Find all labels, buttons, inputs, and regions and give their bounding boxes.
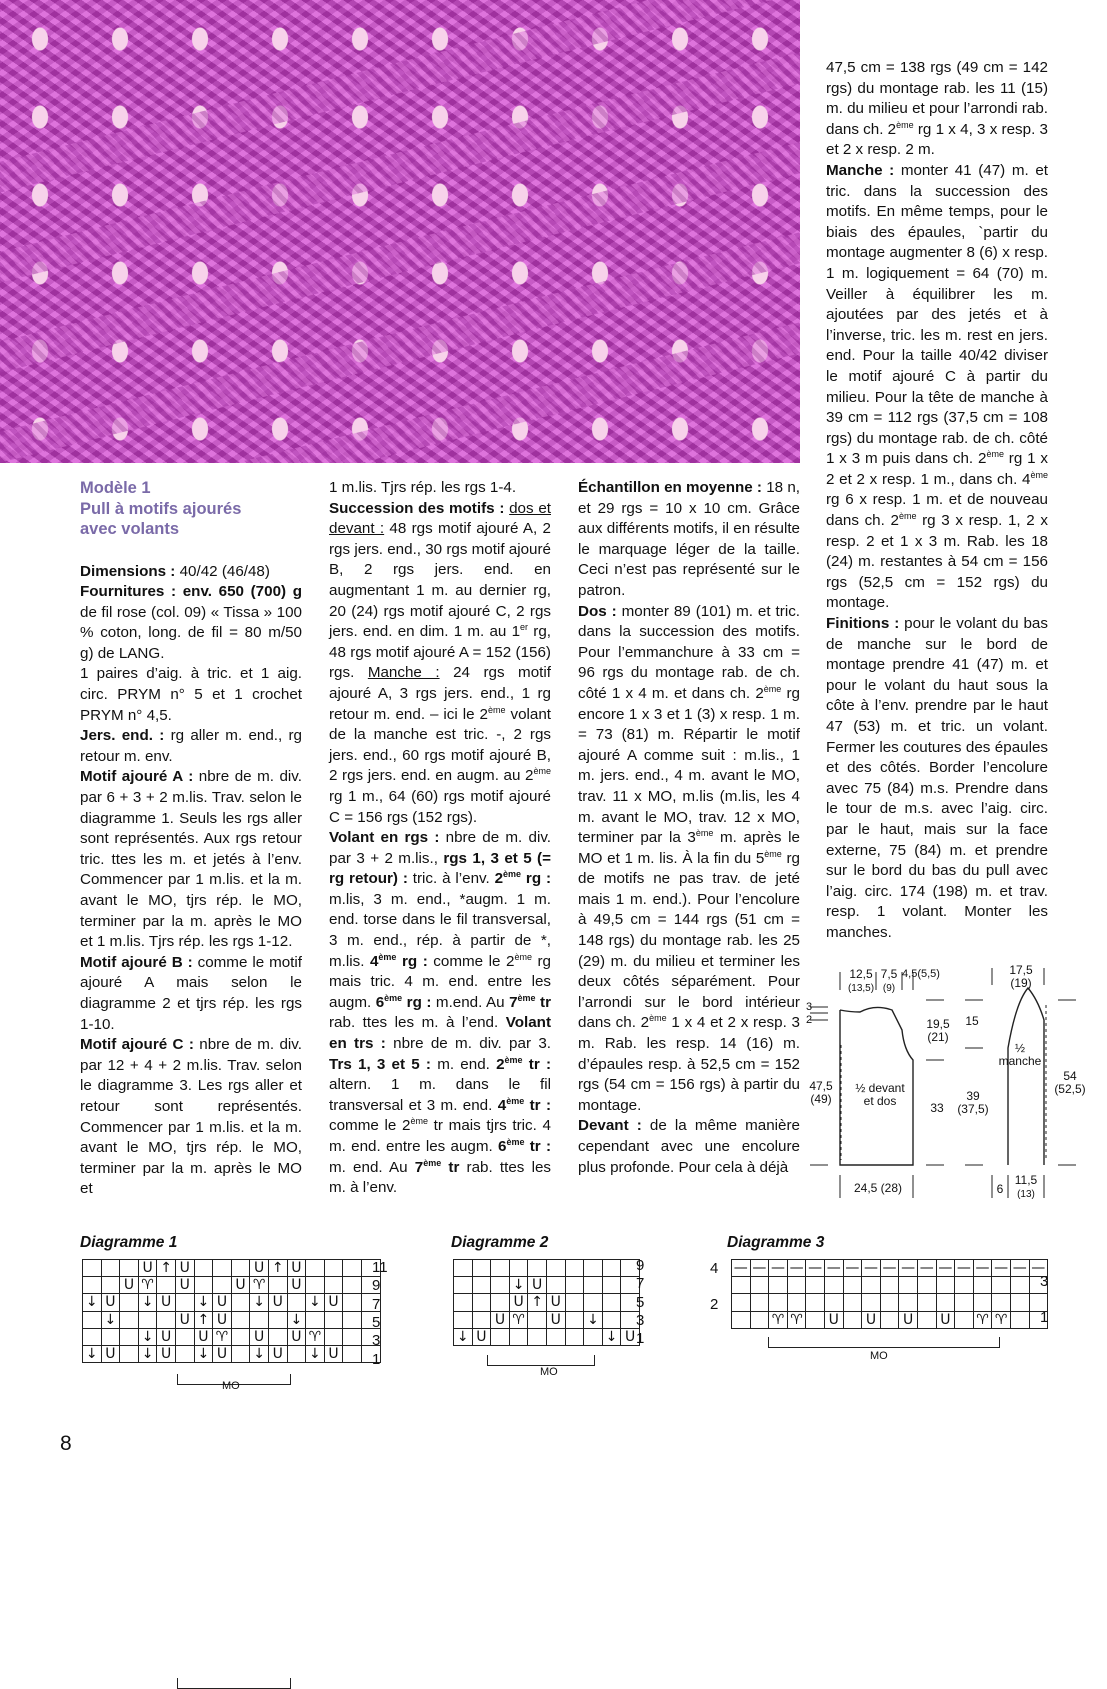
diagram-cell: U [509, 1294, 528, 1311]
diagram-cell: U [268, 1294, 287, 1311]
dim-sleeve-top: 17,5 [1009, 963, 1033, 977]
diagram-3-grid [731, 1259, 1048, 1329]
diagram-cell [899, 1277, 918, 1294]
diagram-cell [880, 1294, 899, 1311]
diagram-cell: ♈ [213, 1328, 232, 1345]
diagram-cell [120, 1260, 139, 1277]
diagram-cell [175, 1294, 194, 1311]
dim-sleeve-top-alt: (19) [1010, 976, 1032, 990]
column-3 [578, 478, 800, 1178]
row-number: 1 [636, 1330, 645, 1348]
diagram-cell [806, 1277, 825, 1294]
diagram-1-bracket [177, 1678, 291, 1689]
diagram-cell [120, 1345, 139, 1362]
diagram-cell [732, 1294, 751, 1311]
diagram-cell: U [287, 1328, 306, 1345]
diagram-cell: ↑ [528, 1294, 547, 1311]
dimensions: Dimensions : 40/42 (46/48) [80, 562, 270, 580]
diagram-cell [880, 1277, 899, 1294]
diagram-cell [769, 1277, 788, 1294]
dim-side: 33 [930, 1101, 944, 1115]
row-number: 2 [710, 1296, 719, 1313]
diagram-cell [917, 1294, 936, 1311]
diagram-cell [565, 1277, 584, 1294]
dim-mid: 7,5 [880, 967, 898, 981]
diagram-cell [565, 1311, 584, 1328]
diagram-cell [565, 1328, 584, 1345]
diagram-cell: — [843, 1260, 862, 1277]
back-instructions: Dos : monter 89 (101) m. et tric. dans la succession des motifs. Pour l’emmanchure à 33 cm = 96 rgs du montage rab. de ch. côté 1 x 4 m. et dans ch. 2ème rg encore 1 x 3 et 1 (3) x resp. 1 m. = 73 (81) m. Répartir le motif ajouré A comme suit : m.lis., 1 m. jers. end., 4 m. avant le MO, trav. 11 x MO, m.lis (m.lis, les 4 m. avant le MO, trav. 12 x MO, terminer par la 3ème m. après le MO et 1 m. lis. À la fin du 5ème rg de motifs ne pas trav. de jeté mais 1 m. end.). Pour l’encolure à 49,5 cm = 144 rgs (51 cm = 148 rgs) du montage rab. les 25 (29) m. du milieu et terminer les deux côtés séparément. Pour l’arrondi sur le bord intérieur dans ch. 2ème 1 x 4 et 2 x resp. 3 m. Rab. les resp. 14 (16) m. d’épaules resp. à 52,5 cm = 152 rgs (54 cm = 156 rgs) à partir du montage. [578, 602, 801, 1114]
diagram-cell [862, 1294, 881, 1311]
diagram-cell [973, 1277, 992, 1294]
diagram-cell: U [287, 1260, 306, 1277]
diagram-cell [343, 1345, 362, 1362]
diagram-cell [992, 1277, 1011, 1294]
diagram-cell: ↓ [138, 1345, 157, 1362]
diagram-cell: — [862, 1260, 881, 1277]
diagram-cell: U [175, 1277, 194, 1294]
diagram-cell [509, 1260, 528, 1277]
diagram-cell [936, 1277, 955, 1294]
diagram-cell [101, 1260, 120, 1277]
diagram-cell: U [194, 1328, 213, 1345]
dim-sleeve-total: 54 [1063, 1069, 1077, 1083]
dim-shoulder: 4,5(5,5) [902, 968, 940, 980]
diagram-row [83, 1345, 381, 1362]
diagram-cell: — [787, 1260, 806, 1277]
diagram-cell [546, 1328, 565, 1345]
body-label-2: et dos [863, 1094, 897, 1108]
diagram-cell [231, 1311, 250, 1328]
diagram-cell: ↓ [602, 1328, 621, 1345]
dim-sleeve-15: 15 [965, 1014, 979, 1028]
diagram-1-grid [82, 1259, 381, 1363]
diagram-cell: ↓ [306, 1294, 325, 1311]
ruffle-rows: Volant en rgs : nbre de m. div. par 3 + 2 m.lis., rgs 1, 3 et 5 (= rg retour) : tric. à l’env. 2ème rg : m.lis, 3 m. end., *augm. 1 m. end. torse dans le fil transversal, 3 m. end., rép. à partir de *, m.lis. 4ème rg : comme le 2ème rg mais tric. 4 m. end. entre les augm. 6ème rg : m.end. Au 7ème tr rab. ttes les m. à l’end. Volant en trs : nbre de m. div. par 3. Trs 1, 3 et 5 : m. end. 2ème tr : altern. 1 m. dans le fil transversal et 3 m. end. 4ème tr : comme le 2ème tr mais tjrs tric. 4 m. end. entre les augm. 6ème tr : m. end. Au 7ème tr rab. ttes les m. à l’env. [329, 829, 552, 1197]
diagram-cell: — [732, 1260, 751, 1277]
diagram-cell [213, 1277, 232, 1294]
diagram-cell [175, 1328, 194, 1345]
row-number: 3 [372, 1332, 381, 1350]
diagram-cell [324, 1311, 343, 1328]
diagram-cell: ↓ [306, 1345, 325, 1362]
diagram-cell: U [175, 1260, 194, 1277]
diagram-cell [955, 1311, 974, 1328]
dim-neck: 12,5 [849, 967, 873, 981]
row-number: 7 [372, 1295, 381, 1313]
diagram-cell: ↓ [454, 1328, 473, 1345]
row-number: 9 [636, 1257, 645, 1274]
knit-swatch-photo [0, 0, 800, 463]
diagram-cell: ↓ [138, 1328, 157, 1345]
diagram-cell [1010, 1311, 1029, 1328]
diagram-cell: U [899, 1311, 918, 1328]
stockinette: Jers. end. : rg aller m. end., rg retour m. env. [80, 727, 302, 765]
diagram-cell [750, 1277, 769, 1294]
column-4 [826, 58, 1048, 944]
diagram-cell [917, 1277, 936, 1294]
diagram-cell [454, 1294, 473, 1311]
diagram-cell [1010, 1294, 1029, 1311]
front-cont: 47,5 cm = 138 rgs (49 cm = 142 rgs) du montage rab. les 11 (15) m. du milieu et pour l’arrondi rab. dans ch. 2ème rg 1 x 4, 3 x resp. 3 et 2 x resp. 2 m. [826, 59, 1049, 159]
diagram-cell [231, 1328, 250, 1345]
diagram-cell [231, 1260, 250, 1277]
diagram-row [454, 1294, 640, 1311]
diagram-cell: ♈ [509, 1311, 528, 1328]
diagram-cell [602, 1311, 621, 1328]
diagram-cell: — [769, 1260, 788, 1277]
diagram-cell [843, 1277, 862, 1294]
diagram-cell [602, 1277, 621, 1294]
diagram-cell [917, 1311, 936, 1328]
diagram-cell [343, 1277, 362, 1294]
diagram-2-mo-bracket [487, 1355, 595, 1366]
mark-2: 2 [805, 1014, 813, 1026]
diagram-cell: ♈ [992, 1311, 1011, 1328]
diagram-cell: — [880, 1260, 899, 1277]
diagram-cell: U [546, 1294, 565, 1311]
diagram-cell [250, 1311, 269, 1328]
diagram-cell [491, 1277, 510, 1294]
sleeve-label-1: ½ [1014, 1041, 1025, 1055]
diagram-cell [973, 1294, 992, 1311]
diagram-cell [899, 1294, 918, 1311]
diagram-cell [806, 1311, 825, 1328]
diagram-cell: U [862, 1311, 881, 1328]
diagram-cell [546, 1260, 565, 1277]
front-instructions: Devant : de la même manière cependant avec une encolure plus profonde. Pour cela à déjà [578, 1117, 800, 1176]
diagram-cell [287, 1294, 306, 1311]
diagram-cell [955, 1277, 974, 1294]
diagram-cell [472, 1294, 491, 1311]
diagram-cell [194, 1277, 213, 1294]
row-number: 5 [636, 1293, 645, 1311]
diagram-cell: ↓ [194, 1294, 213, 1311]
diagram-cell [324, 1260, 343, 1277]
diagram-cell: U [213, 1311, 232, 1328]
diagram-cell [843, 1311, 862, 1328]
diagram-cell: — [806, 1260, 825, 1277]
diagram-cell: U [120, 1277, 139, 1294]
diagram-cell [509, 1328, 528, 1345]
dim-sleeve-height: 39 [966, 1089, 980, 1103]
diagram-cell [546, 1277, 565, 1294]
diagram-row [83, 1311, 381, 1328]
dim-sleeve-6: 6 [996, 1182, 1004, 1196]
diagram-cell: U [157, 1345, 176, 1362]
row-number: 9 [372, 1277, 381, 1295]
diagram-cell: U [101, 1294, 120, 1311]
diagram-cell: U [528, 1277, 547, 1294]
diagram-cell: — [899, 1260, 918, 1277]
diagram-row [454, 1311, 640, 1328]
diagram-cell: U [138, 1260, 157, 1277]
diagram-cell: U [157, 1294, 176, 1311]
diagram-cell [602, 1260, 621, 1277]
diagram-cell [231, 1345, 250, 1362]
diagram-row [732, 1260, 1048, 1277]
diagram-cell: U [231, 1277, 250, 1294]
diagram-cell: — [750, 1260, 769, 1277]
diagram-cell: ♈ [769, 1311, 788, 1328]
diagram-cell: — [955, 1260, 974, 1277]
dim-neck-alt: (13,5) [847, 983, 875, 994]
diagram-cell [83, 1260, 102, 1277]
dim-height: 47,5 [809, 1079, 833, 1093]
diagram-2-title: Diagramme 2 [451, 1234, 549, 1251]
diagram-cell [343, 1328, 362, 1345]
diagram-cell [268, 1277, 287, 1294]
diagram-cell: U [268, 1345, 287, 1362]
diagram-cell [732, 1311, 751, 1328]
diagram-cell: ↓ [83, 1294, 102, 1311]
diagram-cell: U [472, 1328, 491, 1345]
diagram-cell [584, 1260, 603, 1277]
dim-armhole: 19,5 [926, 1017, 950, 1031]
succession: Succession des motifs : dos et devant : 48 rgs motif ajouré A, 2 rgs jers. end., 30 rgs motif ajouré B, 2 rgs jers. end. en augmentant 1 m. au dernier rg, 20 (24) rgs motif ajouré C, 2 rgs jers. end. en dim. 1 m. au 1er rg, 48 rgs motif ajouré A = 152 (156) rgs. Manche : 24 rgs motif ajouré A, 3 rgs jers. end., 1 rg retour m. end. – ici le 2ème volant de la manche est tric. -, 2 rgs jers. end., 60 rgs motif ajouré B, 2 rgs jers. end. en augm. au 2ème rg 1 m., 64 (60) rgs motif ajouré C = 156 rgs (152 rgs). [329, 499, 552, 826]
diagram-cell [343, 1260, 362, 1277]
diagram-cell: U [287, 1277, 306, 1294]
diagram-cell: ♈ [306, 1328, 325, 1345]
row-number: 11 [372, 1259, 388, 1276]
needles: 1 paires d’aig. à tric. et 1 aig. circ. PRYM n° 5 et 1 crochet PRYM n° 4,5. [80, 665, 302, 724]
diagram-cell: U [324, 1345, 343, 1362]
diagram-cell [194, 1260, 213, 1277]
dim-mid-alt: (9) [882, 983, 896, 994]
diagram-cell: ♈ [787, 1311, 806, 1328]
diagram-row [454, 1260, 640, 1277]
diagram-cell [287, 1345, 306, 1362]
diagram-cell: U [175, 1311, 194, 1328]
diagram-cell: U [213, 1345, 232, 1362]
row-number: 4 [710, 1260, 719, 1277]
model-name-line2: avec volants [80, 520, 180, 538]
diagram-cell [584, 1277, 603, 1294]
diagram-cell [454, 1311, 473, 1328]
diagram-cell [306, 1277, 325, 1294]
diagram-cell [120, 1328, 139, 1345]
motif-a: Motif ajouré A : nbre de m. div. par 6 + 3 + 2 m.lis. Trav. selon le diagramme 1. Seuls les rgs aller sont représentés. Aux rgs retour tric. ttes les m. et jetés à l’env. Commencer par 1 m.lis. et la m. avant le MO, tjrs rép. le MO, terminer par la m. après le MO et 1 m.lis. Tjrs rép. les rgs 1-12. [80, 768, 302, 951]
diagram-cell [472, 1260, 491, 1277]
diagram-cell [565, 1260, 584, 1277]
sleeve-label-2: manche [998, 1054, 1042, 1068]
diagram-cell [528, 1260, 547, 1277]
row-number: 7 [636, 1275, 645, 1293]
diagram-cell [343, 1311, 362, 1328]
diagram-cell: U [621, 1328, 640, 1345]
measurement-schema [800, 960, 1100, 1210]
supplies: Fournitures : env. 650 (700) g de fil rose (col. 09) « Tissa » 100 % coton, long. de fil = 80 m/50 g) de LANG. [80, 583, 302, 662]
diagram-cell [120, 1294, 139, 1311]
diagram-cell [750, 1294, 769, 1311]
diagram-cell: ↓ [250, 1345, 269, 1362]
diagram-row [454, 1328, 640, 1345]
diagram-cell: U [491, 1311, 510, 1328]
diagram-cell: U [157, 1328, 176, 1345]
diagram-cell [472, 1311, 491, 1328]
diagram-cell: ↓ [83, 1345, 102, 1362]
row-number: 3 [636, 1311, 645, 1329]
column-1 [80, 478, 302, 1200]
diagram-row [83, 1277, 381, 1294]
diagram-cell [880, 1311, 899, 1328]
model-name-line1: Pull à motifs ajourés [80, 499, 242, 518]
diagram-row [83, 1260, 381, 1277]
diagram-cell: U [250, 1328, 269, 1345]
diagram-cell [732, 1277, 751, 1294]
diagram-row [732, 1311, 1048, 1328]
row-number: 1 [1040, 1309, 1049, 1326]
diagram-cell: — [936, 1260, 955, 1277]
mark-3: 3 [805, 1001, 813, 1013]
diagram-1-mo: MO [222, 1380, 240, 1392]
diagram-cell [454, 1260, 473, 1277]
diagram-cell [472, 1277, 491, 1294]
diagram-cell [769, 1294, 788, 1311]
diagram-cell: U [546, 1311, 565, 1328]
diagram-cell [231, 1294, 250, 1311]
diagram-cell [175, 1345, 194, 1362]
diagram-cell [213, 1260, 232, 1277]
diagram-cell: ↓ [138, 1294, 157, 1311]
diagram-cell [955, 1294, 974, 1311]
diagram-cell [806, 1294, 825, 1311]
diagram-cell [584, 1294, 603, 1311]
motif-c-cont: 1 m.lis. Tjrs rép. les rgs 1-4. [329, 479, 517, 496]
diagram-3-title: Diagramme 3 [727, 1234, 825, 1251]
diagram-cell: ♈ [250, 1277, 269, 1294]
diagram-cell [101, 1328, 120, 1345]
dim-sleeve-height-alt: (37,5) [957, 1102, 989, 1116]
diagram-cell [157, 1311, 176, 1328]
diagram-cell: ↑ [194, 1311, 213, 1328]
diagram-cell [528, 1328, 547, 1345]
diagram-cell [491, 1260, 510, 1277]
diagram-3-mo-bracket [768, 1337, 1000, 1348]
diagram-cell: ♈ [138, 1277, 157, 1294]
gauge: Échantillon en moyenne : 18 n, et 29 rgs = 10 x 10 cm. Grâce aux différents motifs, il en résulte le marquage léger de la taille. Ceci n’est pas représenté sur le patron. [578, 479, 800, 599]
motif-b: Motif ajouré B : comme le motif ajouré A mais selon le diagramme 2 et tjrs rép. les rgs 1-10. [80, 953, 302, 1033]
diagram-cell: ♈ [973, 1311, 992, 1328]
diagram-1-title: Diagramme 1 [80, 1234, 178, 1251]
finishing: Finitions : pour le volant du bas de manche sur le bord de montage prendre 41 (47) m. et pour le volant du haut sous la côte à l’env. prendre par le haut 47 (53) m. et tric. un volant. Fermer les coutures des épaules et des côtés. Border l’encolure avec 75 (84) m.s. Prendre dans le tour de m.s. avec l’aig. circ. par le haut, mais sur la face externe, 75 (84) m. et prendre sur le bord du bas du pull avec l’aig. circ. 174 (198) m. et trav. resp. 1 volant. Monter les manches. [826, 615, 1048, 941]
diagram-cell [824, 1277, 843, 1294]
diagram-row [732, 1277, 1048, 1294]
diagram-cell [491, 1328, 510, 1345]
diagram-cell: U [936, 1311, 955, 1328]
diagram-cell [343, 1294, 362, 1311]
diagram-row [83, 1328, 381, 1345]
diagram-cell: ↓ [509, 1277, 528, 1294]
diagram-row [732, 1294, 1048, 1311]
dim-sleeve-bottom-alt: (13) [1017, 1189, 1035, 1200]
diagram-cell: ↓ [287, 1311, 306, 1328]
diagram-cell: U [824, 1311, 843, 1328]
diagram-cell: — [1029, 1260, 1048, 1277]
diagram-cell [324, 1277, 343, 1294]
diagram-cell [602, 1294, 621, 1311]
diagram-cell [83, 1311, 102, 1328]
row-number: 1 [372, 1350, 381, 1368]
diagram-cell: — [824, 1260, 843, 1277]
diagram-cell: — [992, 1260, 1011, 1277]
diagram-cell [120, 1311, 139, 1328]
dim-bottom: 24,5 (28) [853, 1181, 903, 1195]
diagram-cell [824, 1294, 843, 1311]
column-2 [329, 478, 551, 1199]
diagram-cell: — [917, 1260, 936, 1277]
diagram-cell [101, 1277, 120, 1294]
diagram-cell: ↑ [157, 1260, 176, 1277]
diagram-row [454, 1277, 640, 1294]
diagram-cell [750, 1311, 769, 1328]
dim-height-alt: (49) [810, 1092, 832, 1106]
diagram-cell [491, 1294, 510, 1311]
diagram-cell: U [213, 1294, 232, 1311]
diagram-cell [787, 1277, 806, 1294]
diagram-cell: — [973, 1260, 992, 1277]
diagram-cell [306, 1260, 325, 1277]
sleeve-instructions: Manche : monter 41 (47) m. et tric. dans la succession des motifs. En même temps, pour le biais des épaules, `partir du montage augmenter 8 (6) x resp. 1 m. logiquement = 64 (70) m. Veiller à équilibrer les m. ajoutées par des jetés et à l’inverse, tric. les m. rest en jers. end. Pour la taille 40/42 diviser le motif ajouré C à partir du milieu. Pour la tête de manche à 39 cm = 112 rgs (37,5 cm = 108 rgs) du montage rab. de ch. côté 1 x 3 m puis dans ch. 2ème rg 1 x 2 et 2 x resp. 1 m., dans ch. 4ème rg 6 x resp. 1 m. et de nouveau dans ch. 2ème rg 3 x resp. 1, 2 x resp. 2 et 1 x 3 m. Rab. les 18 (24) m. restantes à 54 cm = 156 rgs (52,5 cm = 152 rgs) du montage. [826, 161, 1048, 612]
diagram-cell: ↓ [101, 1311, 120, 1328]
diagram-3-mo: MO [870, 1350, 888, 1362]
diagram-cell [787, 1294, 806, 1311]
diagram-cell [862, 1277, 881, 1294]
page-number: 8 [60, 1432, 72, 1455]
diagram-2-grid [453, 1259, 640, 1346]
diagram-row [83, 1294, 381, 1311]
row-number: 5 [372, 1313, 381, 1331]
diagram-cell: ↓ [250, 1294, 269, 1311]
diagram-cell [83, 1328, 102, 1345]
diagram-cell: ↑ [268, 1260, 287, 1277]
diagram-cell [138, 1311, 157, 1328]
diagram-cell: U [250, 1260, 269, 1277]
dim-armhole-alt: (21) [927, 1030, 949, 1044]
diagram-cell [306, 1311, 325, 1328]
body-label-1: ½ devant [855, 1081, 905, 1095]
row-number: 3 [1040, 1273, 1049, 1290]
diagram-cell: U [324, 1294, 343, 1311]
diagram-cell [936, 1294, 955, 1311]
diagram-cell [1010, 1277, 1029, 1294]
diagram-cell [268, 1311, 287, 1328]
model-title: Modèle 1 [80, 479, 151, 497]
diagram-2-mo: MO [540, 1366, 558, 1378]
dim-sleeve-bottom: 11,5 [1014, 1173, 1038, 1187]
diagram-cell: — [1010, 1260, 1029, 1277]
motif-c: Motif ajouré C : nbre de m. div. par 12 + 4 + 2 m.lis. Trav. selon le diagramme 3. Les rgs aller et retour sont représentés. Commencer par 1 m.lis. et la m. avant le MO, tjrs rép. le MO, terminer par la m. après le MO et [80, 1036, 302, 1198]
diagram-cell: ↓ [194, 1345, 213, 1362]
diagram-cell [157, 1277, 176, 1294]
diagram-cell [528, 1311, 547, 1328]
dim-sleeve-total-alt: (52,5) [1054, 1082, 1086, 1096]
diagram-cell [268, 1328, 287, 1345]
diagram-cell [992, 1294, 1011, 1311]
diagram-cell: ↓ [584, 1311, 603, 1328]
diagram-cell [454, 1277, 473, 1294]
diagram-cell [584, 1328, 603, 1345]
diagram-cell: U [101, 1345, 120, 1362]
diagram-cell [843, 1294, 862, 1311]
diagram-cell [565, 1294, 584, 1311]
diagram-cell [83, 1277, 102, 1294]
diagram-cell [324, 1328, 343, 1345]
